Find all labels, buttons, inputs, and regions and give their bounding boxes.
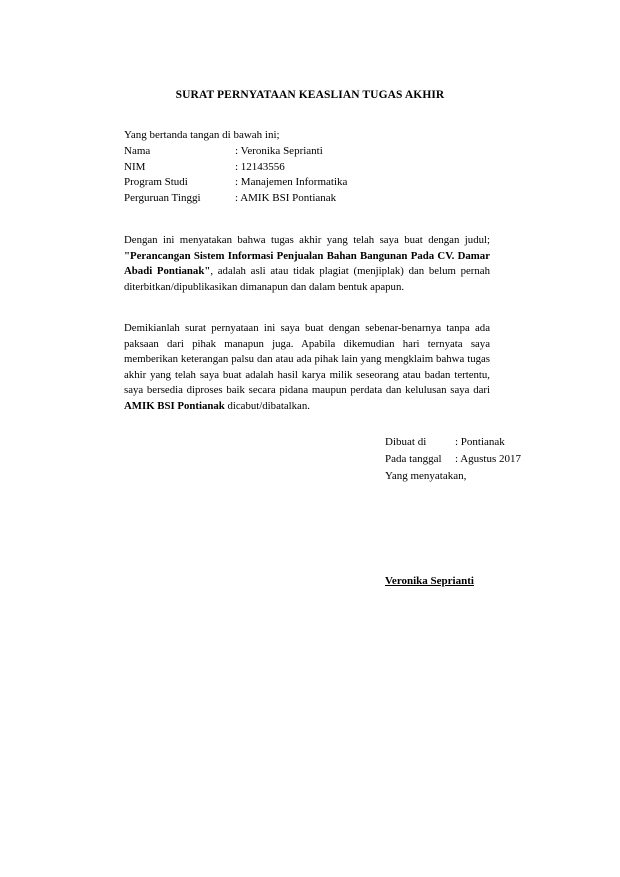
declaration-paragraph	[124, 233, 490, 295]
signature-value: : Agustus 2017	[455, 453, 522, 465]
paragraph-text: dicabut/dibatalkan.	[224, 399, 310, 412]
signer-name: Veronika Seprianti	[385, 575, 474, 587]
identity-label: Perguruan Tinggi	[124, 191, 201, 204]
identity-label: NIM	[124, 160, 146, 173]
institution-name: AMIK BSI Pontianak	[124, 399, 225, 412]
signature-block	[385, 434, 521, 485]
closing-text: Yang menyatakan,	[385, 470, 467, 482]
paragraph-text: Dengan ini menyatakan bahwa tugas akhir yang telah saya buat dengan judul;	[124, 234, 490, 246]
identity-table	[124, 144, 347, 206]
signature-value: : Pontianak	[455, 436, 505, 448]
identity-label: Program Studi	[124, 176, 188, 188]
intro-text: Yang bertanda tangan di bawah ini;	[124, 129, 280, 141]
identity-row	[124, 160, 347, 176]
paragraph-text: , adalah asli atau tidak plagiat (menjiplak) dan belum pernah diterbitkan/dipublikasikan dimanapun dan dalam bentuk apapun.	[124, 265, 490, 293]
signature-row	[385, 451, 521, 468]
identity-value: : Manajemen Informatika	[235, 176, 348, 188]
paragraph-text: Demikianlah surat pernyataan ini saya buat dengan sebenar-benarnya tanpa ada paksaan dari pihak manapun juga. Apabila dikemudian hari ternyata saya memberikan keterangan palsu dan atau ada pihak lain yang mengklaim bahwa tugas akhir yang telah saya buat adalah hasil karya milik seseorang atau badan tertentu, saya bersedia diproses baik secara pidana maupun perdata dan kelulusan saya dari	[124, 322, 490, 396]
identity-row	[124, 144, 347, 160]
thesis-title: "Perancangan Sistem Informasi Penjualan Bahan Bangunan Pada CV. Damar Abadi Pontianak"	[124, 249, 490, 277]
signature-row	[385, 434, 521, 451]
document-title: SURAT PERNYATAAN KEASLIAN TUGAS AKHIR	[175, 89, 445, 101]
identity-row	[124, 175, 347, 191]
closing-paragraph	[124, 321, 490, 414]
signature-label: Pada tanggal	[385, 453, 442, 465]
identity-value: : Veronika Seprianti	[235, 145, 323, 157]
identity-value: : 12143556	[235, 160, 285, 173]
identity-value: : AMIK BSI Pontianak	[235, 191, 337, 204]
identity-row	[124, 191, 347, 207]
signature-label: Dibuat di	[385, 436, 427, 448]
identity-label: Nama	[124, 145, 151, 157]
